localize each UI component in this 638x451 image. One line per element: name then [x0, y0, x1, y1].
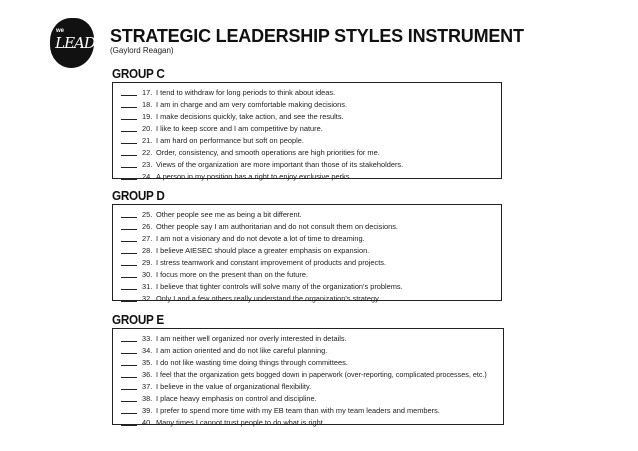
answer-blank[interactable] [121, 113, 137, 120]
item-number: 19. [142, 111, 153, 121]
answer-blank[interactable] [121, 149, 137, 156]
list-item [113, 86, 501, 98]
item-text: A person in my position has a right to enjoy exclusive perks. [156, 171, 352, 181]
item-text: Other people say I am authoritarian and do not consult them on decisions. [156, 221, 398, 231]
answer-blank[interactable] [121, 335, 137, 342]
list-item [113, 268, 501, 280]
list-item [113, 244, 501, 256]
list-item [113, 98, 501, 110]
item-text: Views of the organization are more important than those of its stakeholders. [156, 159, 404, 169]
answer-blank[interactable] [121, 295, 137, 302]
item-text: Other people see me as being a bit different. [156, 209, 302, 219]
list-item [113, 392, 503, 404]
group-d-box [112, 204, 502, 301]
item-number: 35. [142, 357, 153, 367]
answer-blank[interactable] [121, 101, 137, 108]
answer-blank[interactable] [121, 407, 137, 414]
list-item [113, 220, 501, 232]
answer-blank[interactable] [121, 271, 137, 278]
list-item [113, 110, 501, 122]
group-e-heading: GROUP E [112, 312, 164, 327]
item-number: 36. [142, 369, 153, 379]
answer-blank[interactable] [121, 347, 137, 354]
answer-blank[interactable] [121, 235, 137, 242]
list-item [113, 368, 503, 380]
item-number: 20. [142, 123, 153, 133]
list-item [113, 380, 503, 392]
item-text: Many times I cannot trust people to do what is right. [156, 417, 325, 427]
item-text: I place heavy emphasis on control and discipline. [156, 393, 317, 403]
list-item [113, 122, 501, 134]
answer-blank[interactable] [121, 125, 137, 132]
item-text: I believe AIESEC should place a greater emphasis on expansion. [156, 245, 370, 255]
list-item [113, 404, 503, 416]
item-text: I believe in the value of organizational flexibility. [156, 381, 312, 391]
answer-blank[interactable] [121, 283, 137, 290]
list-item [113, 256, 501, 268]
list-item [113, 146, 501, 158]
list-item [113, 280, 501, 292]
list-item [113, 344, 503, 356]
item-text: I feel that the organization gets bogged down in paperwork (over-reporting, complicated processes, etc.) [156, 369, 487, 379]
group-e-box [112, 328, 504, 425]
item-number: 28. [142, 245, 153, 255]
list-item [113, 356, 503, 368]
item-text: I stress teamwork and constant improvement of products and projects. [156, 257, 387, 267]
answer-blank[interactable] [121, 359, 137, 366]
item-text: I am neither well organized nor overly interested in details. [156, 333, 347, 343]
item-number: 24. [142, 171, 153, 181]
item-text: I am not a visionary and do not devote a lot of time to dreaming. [156, 233, 365, 243]
item-number: 26. [142, 221, 153, 231]
answer-blank[interactable] [121, 371, 137, 378]
answer-blank[interactable] [121, 419, 137, 426]
list-item [113, 292, 501, 304]
item-number: 25. [142, 209, 153, 219]
item-text: I am action oriented and do not like careful planning. [156, 345, 328, 355]
answer-blank[interactable] [121, 211, 137, 218]
item-number: 21. [142, 135, 153, 145]
item-text: I like to keep score and I am competitive by nature. [156, 123, 323, 133]
answer-blank[interactable] [121, 137, 137, 144]
item-text: Only I and a few others really understand the organization's strategy. [156, 293, 381, 303]
answer-blank[interactable] [121, 395, 137, 402]
item-text: Order, consistency, and smooth operations are high priorities for me. [156, 147, 380, 157]
item-number: 18. [142, 99, 153, 109]
item-number: 23. [142, 159, 153, 169]
page-title: STRATEGIC LEADERSHIP STYLES INSTRUMENT [110, 26, 524, 46]
item-text: I am in charge and am very comfortable making decisions. [156, 99, 348, 109]
logo-superscript: we [56, 28, 65, 34]
item-number: 40. [142, 417, 153, 427]
item-number: 29. [142, 257, 153, 267]
list-item [113, 416, 503, 428]
item-number: 27. [142, 233, 153, 243]
item-text: I focus more on the present than on the future. [156, 269, 309, 279]
list-item [113, 158, 501, 170]
list-item [113, 332, 503, 344]
item-number: 31. [142, 281, 153, 291]
item-number: 39. [142, 405, 153, 415]
list-item [113, 170, 501, 182]
answer-blank[interactable] [121, 89, 137, 96]
group-c-heading: GROUP C [112, 66, 165, 81]
answer-blank[interactable] [121, 247, 137, 254]
item-number: 37. [142, 381, 153, 391]
item-text: I believe that tighter controls will solve many of the organization's problems. [156, 281, 403, 291]
item-number: 34. [142, 345, 153, 355]
item-number: 38. [142, 393, 153, 403]
group-c-box [112, 82, 502, 179]
group-d-heading: GROUP D [112, 188, 165, 203]
answer-blank[interactable] [121, 173, 137, 180]
logo-text: LEAD [55, 34, 95, 52]
page-subtitle: (Gaylord Reagan) [110, 46, 174, 55]
list-item [113, 232, 501, 244]
item-number: 17. [142, 87, 153, 97]
item-number: 30. [142, 269, 153, 279]
list-item [113, 208, 501, 220]
welead-logo [50, 18, 94, 68]
answer-blank[interactable] [121, 383, 137, 390]
list-item [113, 134, 501, 146]
answer-blank[interactable] [121, 161, 137, 168]
item-number: 32. [142, 293, 153, 303]
item-text: I am hard on performance but soft on people. [156, 135, 304, 145]
item-text: I do not like wasting time doing things through committees. [156, 357, 348, 367]
item-text: I tend to withdraw for long periods to think about ideas. [156, 87, 336, 97]
item-text: I prefer to spend more time with my EB team than with my team leaders and members. [156, 405, 440, 415]
item-text: I make decisions quickly, take action, and see the results. [156, 111, 344, 121]
item-number: 22. [142, 147, 153, 157]
answer-blank[interactable] [121, 259, 137, 266]
item-number: 33. [142, 333, 153, 343]
answer-blank[interactable] [121, 223, 137, 230]
